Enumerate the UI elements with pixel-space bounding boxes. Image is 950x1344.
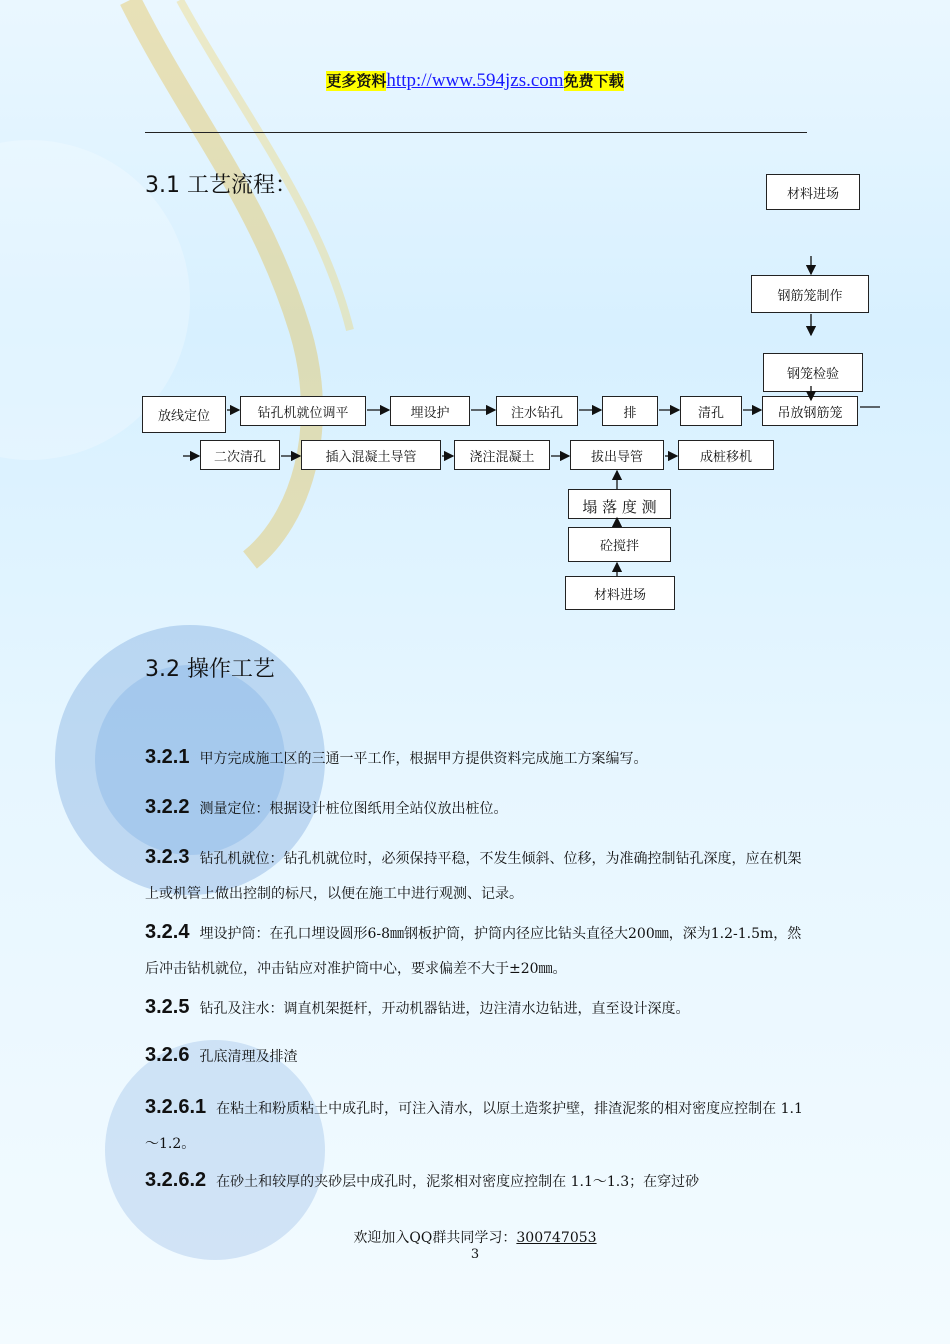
paragraph-3261 bbox=[145, 1090, 810, 1162]
flow-second-clean: 二次清孔 bbox=[200, 440, 280, 470]
header-link[interactable]: http://www.594jzs.com bbox=[386, 70, 564, 91]
flow-pour: 浇注混凝土 bbox=[454, 440, 550, 470]
flow-mix: 砼搅拌 bbox=[568, 527, 671, 562]
flow-rig-position: 钻孔机就位调平 bbox=[240, 396, 366, 426]
paragraph-number: 3.2.6 bbox=[145, 1044, 190, 1066]
paragraph-text: 埋设护筒：在孔口埋设圆形6-8㎜钢板护筒，护筒内径应比钻头直径大200㎜，深为1.2-1.5m，然后冲击钻机就位，冲击钻应对准护筒中心，要求偏差不大于±20㎜。 bbox=[145, 926, 802, 977]
footer-qq-number: 300747053 bbox=[516, 1230, 597, 1246]
paragraph-text: 甲方完成施工区的三通一平工作，根据甲方提供资料完成施工方案编写。 bbox=[199, 751, 648, 767]
flow-lower-cage: 吊放钢筋笼 bbox=[762, 396, 858, 426]
paragraph-text: 在粘土和粉质粘土中成孔时，可注入清水，以原土造浆护壁，排渣泥浆的相对密度应控制在 1.1～1.2。 bbox=[145, 1101, 803, 1152]
section-32-title: 3.2 操作工艺 bbox=[145, 657, 275, 682]
paragraph-text: 测量定位：根据设计桩位图纸用全站仪放出桩位。 bbox=[199, 801, 508, 817]
paragraph-text: 钻孔机就位：钻孔机就位时，必须保持平稳，不发生倾斜、位移，为准确控制钻孔深度，应在机架上或机管上做出控制的标尺，以便在施工中进行观测、记录。 bbox=[145, 851, 802, 902]
paragraph-326 bbox=[145, 1038, 810, 1075]
section-31-title: 3.1 工艺流程： bbox=[145, 173, 297, 198]
flow-slump: 塌 落 度 测 bbox=[568, 489, 671, 519]
flow-layout: 放线定位 bbox=[142, 396, 226, 433]
paragraph-number: 3.2.6.2 bbox=[145, 1169, 207, 1191]
header-banner bbox=[0, 70, 950, 92]
footer bbox=[0, 1227, 950, 1247]
paragraph-text: 在砂土和较厚的夹砂层中成孔时，泥浆相对密度应控制在 1.1～1.3；在穿过砂 bbox=[216, 1174, 700, 1190]
flow-materials-in-top: 材料进场 bbox=[766, 174, 860, 210]
paragraph-number: 3.2.2 bbox=[145, 796, 190, 818]
paragraph-number: 3.2.3 bbox=[145, 846, 190, 868]
flow-materials-in-bottom: 材料进场 bbox=[565, 576, 675, 610]
header-prefix: 更多资料 bbox=[326, 72, 387, 90]
header-rule bbox=[145, 132, 807, 133]
paragraph-number: 3.2.5 bbox=[145, 996, 190, 1018]
paragraph-323 bbox=[145, 840, 810, 912]
paragraph-321 bbox=[145, 740, 810, 777]
flow-move-rig: 成桩移机 bbox=[678, 440, 774, 470]
header-suffix: 免费下载 bbox=[563, 72, 624, 90]
flow-clean: 清孔 bbox=[680, 396, 742, 426]
paragraph-322 bbox=[145, 790, 810, 827]
flow-cage-inspect: 钢笼检验 bbox=[763, 353, 863, 392]
paragraph-text: 钻孔及注水：调直机架挺杆，开动机器钻进，边注清水边钻进，直至设计深度。 bbox=[199, 1001, 690, 1017]
flow-pull-tremie: 拔出导管 bbox=[570, 440, 664, 470]
flow-water-drill: 注水钻孔 bbox=[496, 396, 578, 426]
footer-text: 欢迎加入QQ群共同学习： bbox=[353, 1230, 517, 1246]
paragraph-3262 bbox=[145, 1163, 810, 1200]
paragraph-text: 孔底清理及排渣 bbox=[199, 1049, 298, 1065]
flow-insert-tremie: 插入混凝土导管 bbox=[301, 440, 441, 470]
paragraph-324 bbox=[145, 915, 810, 987]
paragraph-number: 3.2.6.1 bbox=[145, 1096, 207, 1118]
paragraph-number: 3.2.1 bbox=[145, 746, 190, 768]
flow-casing: 埋设护 bbox=[390, 396, 470, 426]
flow-rebar-cage-make: 钢筋笼制作 bbox=[751, 275, 869, 313]
page-number: 3 bbox=[470, 1247, 480, 1262]
flow-slag: 排 bbox=[602, 396, 658, 426]
paragraph-325 bbox=[145, 990, 810, 1027]
paragraph-number: 3.2.4 bbox=[145, 921, 190, 943]
